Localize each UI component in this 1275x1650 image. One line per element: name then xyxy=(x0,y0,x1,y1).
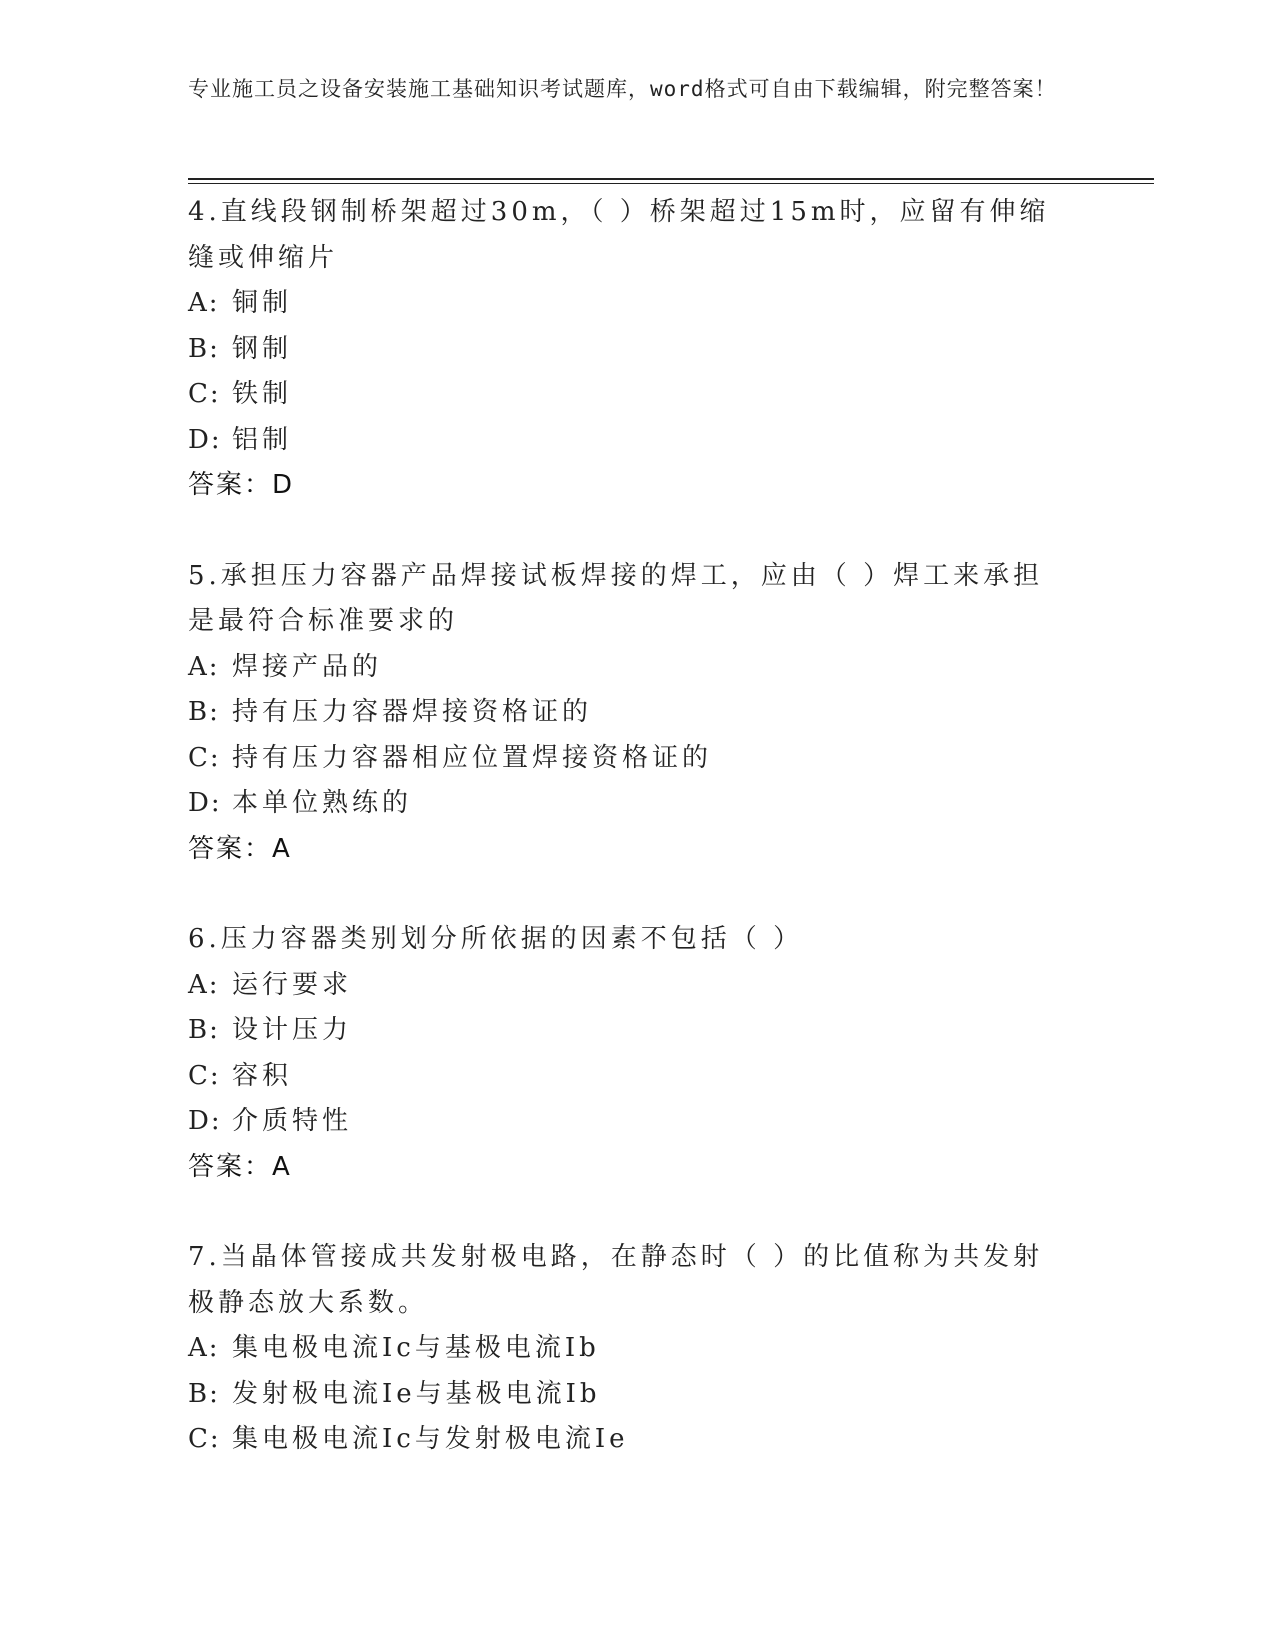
option-letter: B: xyxy=(188,333,220,364)
option-text: 发射极电流Ie与基极电流Ib xyxy=(232,1378,601,1409)
option-letter: A: xyxy=(188,651,220,682)
option-letter: A: xyxy=(188,1333,220,1363)
option-text: 焊接产品的 xyxy=(232,651,383,682)
option-a xyxy=(188,1326,1068,1372)
option-d xyxy=(188,1099,1068,1145)
question-6 xyxy=(188,917,1068,1190)
option-c xyxy=(188,736,1068,782)
answer-label: 答案：D xyxy=(188,470,295,500)
option-d xyxy=(188,418,1068,464)
option-letter: B: xyxy=(188,697,220,727)
option-letter: B: xyxy=(188,1378,220,1409)
question-5 xyxy=(188,554,1068,873)
option-letter: C: xyxy=(188,742,221,773)
option-text: 铁制 xyxy=(232,379,293,409)
option-text: 持有压力容器相应位置焊接资格证的 xyxy=(232,742,713,773)
header-divider-thick xyxy=(188,178,1154,180)
option-letter: C: xyxy=(188,1424,221,1454)
option-letter: A: xyxy=(188,288,220,318)
option-text: 铜制 xyxy=(232,288,293,318)
answer-label: 答案：A xyxy=(188,1151,292,1182)
option-letter: C: xyxy=(188,1060,221,1091)
option-text: 介质特性 xyxy=(232,1106,353,1136)
option-letter: D: xyxy=(188,1106,222,1136)
option-b xyxy=(188,327,1068,373)
answer-label: 答案：A xyxy=(188,833,292,864)
question-7 xyxy=(188,1235,1068,1463)
option-text: 持有压力容器焊接资格证的 xyxy=(232,697,593,727)
option-a xyxy=(188,645,1068,691)
option-text: 本单位熟练的 xyxy=(232,788,413,818)
question-list xyxy=(188,190,1068,1508)
option-letter: D: xyxy=(188,788,222,818)
question-stem: 5.承担压力容器产品焊接试板焊接的焊工，应由（ ）焊工来承担是最符合标准要求的 xyxy=(188,560,1044,636)
option-text: 集电极电流Ic与发射极电流Ie xyxy=(232,1424,629,1454)
option-text: 运行要求 xyxy=(232,969,353,1000)
question-stem: 4.直线段钢制桥架超过30m，（ ）桥架超过15m时，应留有伸缩缝或伸缩片 xyxy=(188,197,1050,273)
option-letter: D: xyxy=(188,424,222,455)
question-stem: 7.当晶体管接成共发射极电路，在静态时（ ）的比值称为共发射极静态放大系数。 xyxy=(188,1242,1044,1318)
option-b xyxy=(188,1372,1068,1418)
option-a xyxy=(188,963,1068,1009)
option-letter: A: xyxy=(188,969,220,1000)
option-text: 设计压力 xyxy=(232,1015,353,1045)
option-text: 铝制 xyxy=(232,424,293,455)
option-c xyxy=(188,1417,1068,1463)
option-text: 钢制 xyxy=(232,333,293,364)
question-4 xyxy=(188,190,1068,509)
document-header: 专业施工员之设备安装施工基础知识考试题库，word格式可自由下载编辑，附完整答案！ xyxy=(188,77,1057,101)
option-b xyxy=(188,1008,1068,1054)
header-divider-thin xyxy=(188,183,1154,184)
option-letter: B: xyxy=(188,1015,220,1045)
question-stem: 6.压力容器类别划分所依据的因素不包括（ ） xyxy=(188,924,804,954)
option-text: 集电极电流Ic与基极电流Ib xyxy=(232,1333,600,1363)
option-d xyxy=(188,781,1068,827)
option-a xyxy=(188,281,1068,327)
option-letter: C: xyxy=(188,379,221,409)
option-text: 容积 xyxy=(232,1060,293,1091)
option-c xyxy=(188,372,1068,418)
option-c xyxy=(188,1054,1068,1100)
option-b xyxy=(188,690,1068,736)
